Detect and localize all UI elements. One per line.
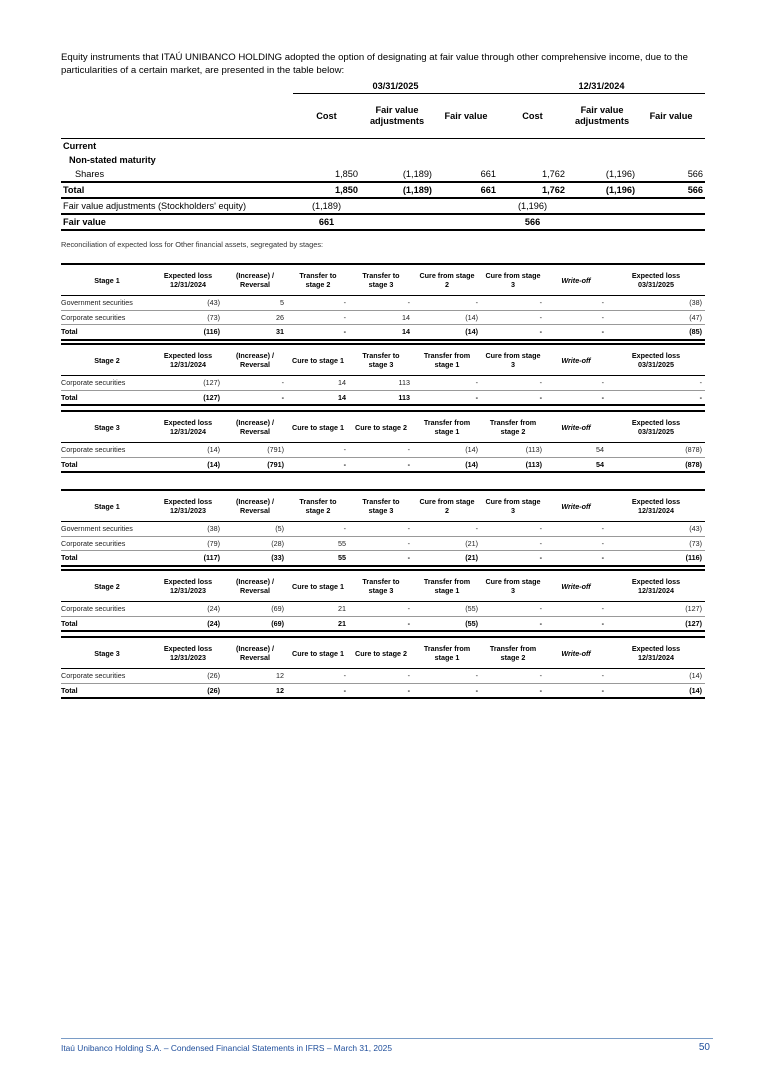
- cell: (28): [271, 538, 284, 548]
- intro-paragraph: Equity instruments that ITAÚ UNIBANCO HOLDING adopted the option of designating at fair value through other comprehensive income, due to the particularities of a certain market, are presented in the table below:: [61, 52, 688, 76]
- cell: (85): [689, 327, 702, 337]
- cell: (14): [689, 685, 702, 695]
- period-header-row: [61, 78, 705, 94]
- cell: (38): [689, 298, 702, 308]
- cell: -: [601, 392, 604, 402]
- cell: -: [539, 671, 542, 681]
- column-header: Cost: [316, 110, 337, 121]
- column-header: Transfer to stage 3: [362, 577, 400, 595]
- stage-header-row: [61, 264, 705, 296]
- cell: -: [539, 524, 542, 534]
- table-row: [61, 602, 705, 617]
- cell: 54: [596, 459, 604, 469]
- cell: -: [475, 298, 478, 308]
- cell: (14): [207, 459, 220, 469]
- column-header: Cost: [522, 110, 543, 121]
- row-label: Corporate securities: [61, 604, 126, 614]
- column-header: Write-off: [561, 355, 591, 365]
- total-row: [61, 457, 705, 472]
- cell: 54: [596, 445, 604, 455]
- cell: -: [281, 378, 284, 388]
- cell: 566: [637, 182, 705, 198]
- cell: -: [343, 312, 346, 322]
- table-row: [61, 536, 705, 551]
- column-header: (Increase) / Reversal: [236, 577, 274, 595]
- cell: -: [539, 604, 542, 614]
- total-row: [61, 325, 705, 340]
- column-header: Write-off: [561, 501, 591, 511]
- column-header: Expected loss 12/31/2023: [163, 644, 213, 662]
- column-header: Expected loss 03/31/2025: [631, 418, 681, 436]
- page-number: 50: [698, 1042, 710, 1053]
- column-header: Write-off: [561, 648, 591, 658]
- cell: -: [407, 604, 410, 614]
- column-header: Cure from stage 2: [419, 271, 475, 289]
- cell: -: [601, 604, 604, 614]
- cell: -: [539, 538, 542, 548]
- cell: (791): [267, 459, 284, 469]
- column-header: Expected loss 12/31/2023: [163, 497, 213, 515]
- cell: 12: [276, 671, 284, 681]
- column-header: (Increase) / Reversal: [236, 271, 274, 289]
- cell: (21): [465, 553, 478, 563]
- column-header: Stage 3: [94, 648, 120, 658]
- row-label: Government securities: [61, 524, 133, 534]
- footer-divider: [61, 1038, 713, 1039]
- cell: -: [407, 553, 410, 563]
- cell: (117): [203, 553, 220, 563]
- stage-header-row: [61, 411, 705, 443]
- cell: -: [539, 685, 542, 695]
- row-label: Fair value adjustments (Stockholders' equity): [61, 198, 293, 214]
- total-row: [61, 551, 705, 566]
- cell: -: [601, 312, 604, 322]
- column-header: Cure from stage 3: [485, 577, 541, 595]
- column-header: Transfer to stage 2: [299, 271, 337, 289]
- cell: -: [475, 378, 478, 388]
- column-header: Transfer from stage 2: [489, 644, 537, 662]
- stage-table: [61, 410, 705, 473]
- total-row: [61, 683, 705, 698]
- column-header: Write-off: [561, 581, 591, 591]
- total-row: [61, 616, 705, 631]
- fair-value-row: [61, 214, 705, 230]
- cell: 26: [276, 312, 284, 322]
- cell: -: [601, 618, 604, 628]
- stage-table: [61, 636, 705, 699]
- table-row: [61, 669, 705, 684]
- cell: 14: [402, 327, 410, 337]
- cell: (21): [465, 538, 478, 548]
- cell: (73): [689, 538, 702, 548]
- cell: (14): [465, 312, 478, 322]
- table-row: [61, 310, 705, 325]
- cell: -: [407, 671, 410, 681]
- cell: (69): [271, 618, 284, 628]
- cell: (47): [689, 312, 702, 322]
- table-row: [61, 443, 705, 458]
- column-header-row: [61, 94, 705, 139]
- cell: (878): [685, 459, 702, 469]
- row-label: Corporate securities: [61, 671, 126, 681]
- total-row: [61, 390, 705, 405]
- cell: -: [343, 671, 346, 681]
- cell: 12: [276, 685, 284, 695]
- cell: (791): [267, 445, 284, 455]
- cell: (33): [271, 553, 284, 563]
- cell: 14: [338, 378, 346, 388]
- cell: -: [601, 671, 604, 681]
- table-row: [61, 522, 705, 537]
- column-header: Transfer from stage 1: [423, 418, 471, 436]
- period-header: 12/31/2024: [498, 78, 705, 94]
- row-label: Corporate securities: [61, 378, 126, 388]
- cell: (26): [207, 671, 220, 681]
- row-label: Corporate securities: [61, 445, 126, 455]
- column-header: Expected loss 12/31/2023: [163, 577, 213, 595]
- cell: 14: [402, 312, 410, 322]
- column-header: Expected loss 12/31/2024: [163, 418, 213, 436]
- column-header: Expected loss 03/31/2025: [631, 271, 681, 289]
- column-header: Write-off: [561, 422, 591, 432]
- cell: -: [539, 553, 542, 563]
- cell: (116): [685, 553, 702, 563]
- cell: -: [343, 685, 346, 695]
- column-header: Transfer to stage 2: [299, 497, 337, 515]
- cell: 55: [338, 553, 346, 563]
- row-label: Total: [61, 327, 78, 337]
- cell: (127): [685, 604, 702, 614]
- column-header: Cure to stage 1: [292, 422, 344, 432]
- cell: 566: [498, 214, 567, 230]
- cell: -: [407, 618, 410, 628]
- cell: (26): [207, 685, 220, 695]
- cell: (127): [203, 378, 220, 388]
- column-header: Transfer to stage 3: [362, 497, 400, 515]
- row-label: Total: [61, 685, 78, 695]
- cell: -: [539, 392, 542, 402]
- cell: (14): [689, 671, 702, 681]
- cell: -: [601, 327, 604, 337]
- row-label: Shares: [61, 167, 293, 182]
- stage-table: [61, 343, 705, 406]
- cell: -: [539, 327, 542, 337]
- cell: 113: [398, 392, 410, 402]
- total-row: [61, 182, 705, 198]
- cell: 661: [434, 167, 498, 182]
- column-header: (Increase) / Reversal: [236, 351, 274, 369]
- cell: (14): [465, 445, 478, 455]
- footer-text: Itaú Unibanco Holding S.A. – Condensed Financial Statements in IFRS – March 31, 2025: [61, 1043, 393, 1053]
- cell: -: [407, 459, 410, 469]
- stage-header-row: [61, 637, 705, 669]
- cell: -: [539, 298, 542, 308]
- column-header: Transfer from stage 1: [423, 351, 471, 369]
- cell: (1,196): [567, 182, 637, 198]
- cell: 661: [434, 182, 498, 198]
- stage-header-row: [61, 344, 705, 376]
- cell: (14): [465, 327, 478, 337]
- column-header: Cure to stage 1: [292, 648, 344, 658]
- column-header: Cure from stage 2: [419, 497, 475, 515]
- stage-table: [61, 489, 705, 567]
- stage-table: [61, 263, 705, 341]
- column-header: (Increase) / Reversal: [236, 418, 274, 436]
- section-label: Current: [61, 139, 293, 154]
- column-header: Expected loss 12/31/2024: [163, 351, 213, 369]
- shares-row: [61, 167, 705, 182]
- cell: -: [475, 524, 478, 534]
- cell: 21: [338, 618, 346, 628]
- row-label: Government securities: [61, 298, 133, 308]
- column-header: Stage 2: [94, 581, 120, 591]
- section-label: Non-stated maturity: [69, 155, 156, 165]
- column-header: Expected loss 12/31/2024: [631, 644, 681, 662]
- column-header: Cure from stage 3: [485, 497, 541, 515]
- cell: -: [475, 392, 478, 402]
- cell: -: [601, 524, 604, 534]
- cell: (127): [685, 618, 702, 628]
- cell: (127): [203, 392, 220, 402]
- cell: (1,189): [293, 198, 360, 214]
- row-label: Total: [61, 618, 78, 628]
- column-header: Transfer from stage 2: [489, 418, 537, 436]
- table-row: [61, 376, 705, 391]
- row-label: Corporate securities: [61, 538, 126, 548]
- cell: (55): [465, 618, 478, 628]
- column-header: Fair value adjustments: [574, 105, 630, 126]
- cell: 21: [338, 604, 346, 614]
- cell: (1,196): [498, 198, 567, 214]
- current-row: [61, 139, 705, 154]
- cell: 1,762: [498, 182, 567, 198]
- cell: 661: [293, 214, 360, 230]
- cell: -: [601, 538, 604, 548]
- cell: -: [407, 524, 410, 534]
- cell: (14): [465, 459, 478, 469]
- column-header: Cure from stage 3: [485, 351, 541, 369]
- column-header: Write-off: [561, 275, 591, 285]
- cell: 566: [637, 167, 705, 182]
- row-label: Total: [61, 553, 78, 563]
- cell: -: [343, 524, 346, 534]
- column-header: (Increase) / Reversal: [236, 497, 274, 515]
- column-header: Cure to stage 2: [355, 648, 407, 658]
- cell: 55: [338, 538, 346, 548]
- row-label: Corporate securities: [61, 312, 126, 322]
- cell: -: [343, 459, 346, 469]
- column-header: Fair value: [444, 110, 488, 121]
- cell: (1,196): [567, 167, 637, 182]
- cell: -: [539, 618, 542, 628]
- column-header: Transfer to stage 3: [362, 351, 400, 369]
- period-header: 03/31/2025: [293, 78, 498, 94]
- cell: (113): [525, 459, 542, 469]
- cell: -: [281, 392, 284, 402]
- column-header: Cure to stage 2: [355, 422, 407, 432]
- column-header: Fair value: [649, 110, 693, 121]
- cell: -: [475, 685, 478, 695]
- row-label: Total: [61, 459, 78, 469]
- cell: -: [343, 327, 346, 337]
- column-header: Transfer to stage 3: [362, 271, 400, 289]
- cell: -: [699, 392, 702, 402]
- cell: 1,850: [293, 182, 360, 198]
- row-label: Fair value: [61, 214, 293, 230]
- cell: (878): [685, 445, 702, 455]
- column-header: Stage 2: [94, 355, 120, 365]
- column-header: Expected loss 03/31/2025: [631, 351, 681, 369]
- cell: -: [407, 298, 410, 308]
- column-header: (Increase) / Reversal: [236, 644, 274, 662]
- cell: -: [601, 378, 604, 388]
- cell: (24): [207, 618, 220, 628]
- column-header: Stage 1: [94, 501, 120, 511]
- cell: 1,850: [293, 167, 360, 182]
- cell: (73): [207, 312, 220, 322]
- cell: (5): [275, 524, 284, 534]
- stage-table: [61, 569, 705, 632]
- adjustment-row: [61, 198, 705, 214]
- cell: -: [407, 685, 410, 695]
- row-label: Total: [61, 182, 293, 198]
- cell: (38): [207, 524, 220, 534]
- column-header: Transfer from stage 1: [423, 577, 471, 595]
- column-header: Cure to stage 1: [292, 355, 344, 365]
- column-header: Stage 3: [94, 422, 120, 432]
- cell: (24): [207, 604, 220, 614]
- column-header: Expected loss 12/31/2024: [631, 497, 681, 515]
- cell: (14): [207, 445, 220, 455]
- cell: -: [475, 671, 478, 681]
- cell: -: [407, 445, 410, 455]
- cell: -: [699, 378, 702, 388]
- cell: -: [343, 298, 346, 308]
- cell: -: [407, 538, 410, 548]
- non-stated-row: [61, 153, 705, 167]
- fair-value-table: [61, 78, 705, 231]
- cell: 1,762: [498, 167, 567, 182]
- column-header: Cure from stage 3: [485, 271, 541, 289]
- stage-header-row: [61, 490, 705, 522]
- cell: 31: [276, 327, 284, 337]
- column-header: Transfer from stage 1: [423, 644, 471, 662]
- cell: (69): [271, 604, 284, 614]
- column-header: Expected loss 12/31/2024: [163, 271, 213, 289]
- cell: (43): [689, 524, 702, 534]
- cell: -: [539, 312, 542, 322]
- cell: (1,189): [360, 182, 434, 198]
- cell: (43): [207, 298, 220, 308]
- cell: (79): [207, 538, 220, 548]
- table-row: [61, 296, 705, 311]
- cell: (116): [203, 327, 220, 337]
- cell: 14: [338, 392, 346, 402]
- cell: -: [601, 685, 604, 695]
- column-header: Stage 1: [94, 275, 120, 285]
- row-label: Total: [61, 392, 78, 402]
- cell: -: [601, 553, 604, 563]
- reconciliation-caption: Reconciliation of expected loss for Other financial assets, segregated by stages:: [61, 240, 324, 249]
- cell: (1,189): [360, 167, 434, 182]
- cell: -: [601, 298, 604, 308]
- column-header: Cure to stage 1: [292, 581, 344, 591]
- cell: -: [539, 378, 542, 388]
- column-header: Fair value adjustments: [369, 105, 425, 126]
- column-header: Expected loss 12/31/2024: [631, 577, 681, 595]
- cell: (113): [525, 445, 542, 455]
- cell: -: [343, 445, 346, 455]
- cell: 5: [280, 298, 284, 308]
- cell: (55): [465, 604, 478, 614]
- stage-header-row: [61, 570, 705, 602]
- cell: 113: [398, 378, 410, 388]
